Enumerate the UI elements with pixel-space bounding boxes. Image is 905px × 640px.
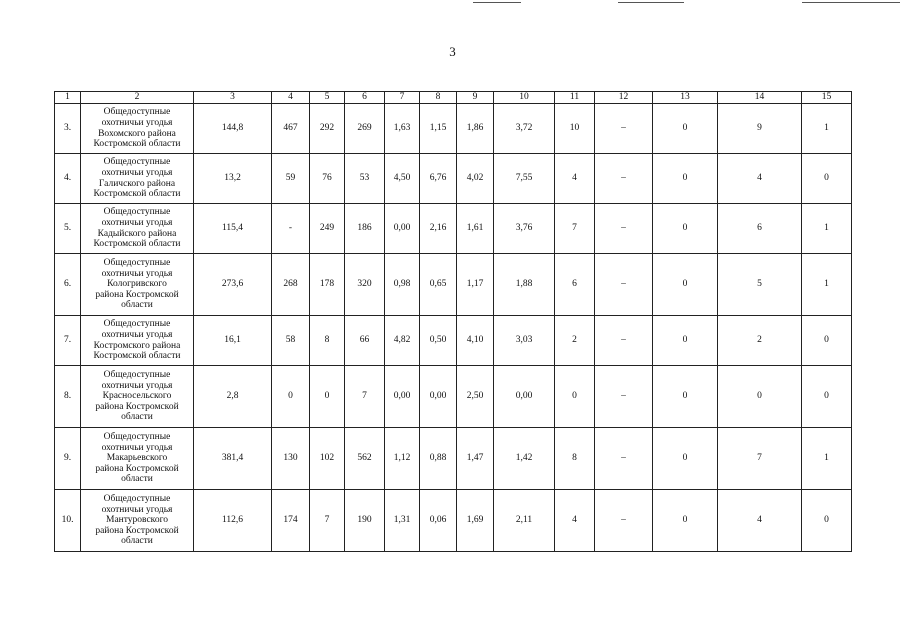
table-cell: 174 — [272, 490, 310, 552]
table-cell: 273,6 — [194, 254, 272, 316]
table-cell: 102 — [310, 428, 345, 490]
table-cell: 292 — [310, 104, 345, 154]
name-line: Костромской области — [93, 239, 181, 250]
table-cell: 9 — [718, 104, 802, 154]
table-cell: 1,63 — [385, 104, 420, 154]
table-cell: 0 — [802, 316, 852, 366]
table-cell: 5 — [718, 254, 802, 316]
name-line: Общедоступные — [103, 370, 171, 381]
hunting-ground-name — [81, 254, 194, 316]
name-line: области — [121, 412, 153, 423]
table-cell: – — [595, 154, 653, 204]
table-cell: 4,82 — [385, 316, 420, 366]
table-row — [55, 490, 852, 552]
name-line: области — [121, 474, 153, 485]
table-cell: 3,03 — [494, 316, 555, 366]
column-header: 14 — [718, 92, 802, 104]
table-cell: 1,42 — [494, 428, 555, 490]
table-cell: 320 — [345, 254, 385, 316]
name-line: охотничьи угодья — [101, 268, 173, 279]
table-cell: 0 — [653, 490, 718, 552]
table-cell: 112,6 — [194, 490, 272, 552]
name-line: охотничьи угодья — [101, 504, 173, 515]
table-cell: 2,8 — [194, 366, 272, 428]
table-cell: 0,00 — [385, 204, 420, 254]
name-line: района Костромской — [95, 463, 179, 474]
table-cell: 6 — [555, 254, 595, 316]
table-cell: 4,02 — [457, 154, 494, 204]
table-cell: 115,4 — [194, 204, 272, 254]
row-number: 3. — [55, 104, 81, 154]
table-cell: – — [595, 254, 653, 316]
table-cell: 0 — [802, 366, 852, 428]
name-line: области — [121, 536, 153, 547]
name-line: Кологривского — [107, 279, 167, 290]
table-cell: 0 — [653, 104, 718, 154]
table-cell: 0 — [718, 366, 802, 428]
row-number: 8. — [55, 366, 81, 428]
column-header: 11 — [555, 92, 595, 104]
hunting-ground-name — [81, 204, 194, 254]
column-header: 2 — [81, 92, 194, 104]
name-line: Кадыйского района — [97, 228, 177, 239]
table-cell: 1,31 — [385, 490, 420, 552]
table-cell: 0 — [555, 366, 595, 428]
table-cell: – — [595, 104, 653, 154]
table-cell: 59 — [272, 154, 310, 204]
table-cell: 0,06 — [420, 490, 457, 552]
name-line: области — [121, 300, 153, 311]
table-cell: 1 — [802, 428, 852, 490]
table-cell: – — [595, 366, 653, 428]
table-cell: 2,11 — [494, 490, 555, 552]
table-cell: 144,8 — [194, 104, 272, 154]
table-cell: 0,88 — [420, 428, 457, 490]
hunting-ground-name — [81, 490, 194, 552]
table-cell: 1,12 — [385, 428, 420, 490]
table-cell: 0 — [653, 366, 718, 428]
column-header: 10 — [494, 92, 555, 104]
row-number: 5. — [55, 204, 81, 254]
column-header: 3 — [194, 92, 272, 104]
table-cell: 562 — [345, 428, 385, 490]
table-cell: 53 — [345, 154, 385, 204]
page-number: 3 — [449, 44, 456, 59]
hunting-ground-name — [81, 316, 194, 366]
table-cell: 8 — [555, 428, 595, 490]
table-cell: 3,76 — [494, 204, 555, 254]
table-row — [55, 366, 852, 428]
table-cell: 0,00 — [385, 366, 420, 428]
column-header: 6 — [345, 92, 385, 104]
table-cell: 1,17 — [457, 254, 494, 316]
hunting-ground-name — [81, 154, 194, 204]
table-cell: 1,69 — [457, 490, 494, 552]
table-cell: 6 — [718, 204, 802, 254]
hunting-ground-name — [81, 428, 194, 490]
table-cell: 0 — [653, 316, 718, 366]
name-line: Общедоступные — [103, 432, 171, 443]
table-cell: 4 — [718, 154, 802, 204]
table-cell: 7 — [310, 490, 345, 552]
name-line: района Костромской — [95, 289, 179, 300]
name-line: Костромской области — [93, 139, 181, 150]
table-cell: 381,4 — [194, 428, 272, 490]
name-line: Макарьевского — [106, 453, 168, 464]
table-cell: 178 — [310, 254, 345, 316]
table-cell: 16,1 — [194, 316, 272, 366]
table-cell: 1 — [802, 104, 852, 154]
table-cell: 268 — [272, 254, 310, 316]
table-cell: 0 — [653, 204, 718, 254]
table-row — [55, 316, 852, 366]
table-cell: 7 — [345, 366, 385, 428]
table-body — [55, 104, 852, 552]
table-cell: - — [272, 204, 310, 254]
table-cell: 0 — [802, 490, 852, 552]
name-line: Общедоступные — [103, 157, 171, 168]
table-cell: 269 — [345, 104, 385, 154]
table-cell: 130 — [272, 428, 310, 490]
table-cell: 0 — [802, 154, 852, 204]
name-line: Мантуровского — [106, 515, 168, 526]
name-line: охотничьи угодья — [101, 117, 173, 128]
name-line: Общедоступные — [103, 207, 171, 218]
table-cell: 7 — [718, 428, 802, 490]
table-cell: 1,47 — [457, 428, 494, 490]
column-header: 9 — [457, 92, 494, 104]
table-cell: 0,00 — [494, 366, 555, 428]
name-line: охотничьи угодья — [101, 329, 173, 340]
header-row — [55, 92, 852, 104]
column-header: 8 — [420, 92, 457, 104]
table-cell: 3,72 — [494, 104, 555, 154]
table-cell: 58 — [272, 316, 310, 366]
table-cell: 0,50 — [420, 316, 457, 366]
column-header: 7 — [385, 92, 420, 104]
table-cell: 0 — [272, 366, 310, 428]
name-line: Общедоступные — [103, 258, 171, 269]
table-cell: – — [595, 316, 653, 366]
table-row — [55, 204, 852, 254]
name-line: Костромской области — [93, 351, 181, 362]
name-line: Костромской области — [93, 189, 181, 200]
table-row — [55, 254, 852, 316]
name-line: Красносельского — [102, 391, 172, 402]
name-line: Общедоступные — [103, 494, 171, 505]
hunting-ground-name — [81, 104, 194, 154]
column-header: 13 — [653, 92, 718, 104]
table-cell: 4,10 — [457, 316, 494, 366]
table-cell: 1,61 — [457, 204, 494, 254]
table-cell: 0,00 — [420, 366, 457, 428]
table-row — [55, 428, 852, 490]
row-number: 6. — [55, 254, 81, 316]
table-row — [55, 104, 852, 154]
name-line: охотничьи угодья — [101, 380, 173, 391]
table-cell: 190 — [345, 490, 385, 552]
table-row — [55, 154, 852, 204]
name-line: Костромского района — [93, 340, 181, 351]
table-cell: 8 — [310, 316, 345, 366]
table-cell: – — [595, 428, 653, 490]
column-header: 1 — [55, 92, 81, 104]
table-cell: 0,65 — [420, 254, 457, 316]
table-cell: 2 — [718, 316, 802, 366]
name-line: Галичского района — [98, 178, 176, 189]
column-header: 4 — [272, 92, 310, 104]
name-line: района Костромской — [95, 525, 179, 536]
table-cell: 1 — [802, 204, 852, 254]
table-cell: 7 — [555, 204, 595, 254]
table-cell: 1,88 — [494, 254, 555, 316]
table-cell: 1 — [802, 254, 852, 316]
table-cell: 2,50 — [457, 366, 494, 428]
column-header: 5 — [310, 92, 345, 104]
table-cell: 2 — [555, 316, 595, 366]
column-header: 12 — [595, 92, 653, 104]
table-cell: 0 — [653, 254, 718, 316]
name-line: Вохомского района — [98, 128, 176, 139]
table-cell: 1,15 — [420, 104, 457, 154]
row-number: 10. — [55, 490, 81, 552]
table-cell: 6,76 — [420, 154, 457, 204]
table-cell: – — [595, 204, 653, 254]
column-header: 15 — [802, 92, 852, 104]
table-cell: 7,55 — [494, 154, 555, 204]
table-cell: 0 — [653, 428, 718, 490]
scan-top-line-3 — [802, 2, 900, 3]
table-cell: 13,2 — [194, 154, 272, 204]
name-line: охотничьи угодья — [101, 167, 173, 178]
table-cell: 76 — [310, 154, 345, 204]
table-cell: 4,50 — [385, 154, 420, 204]
table-cell: 467 — [272, 104, 310, 154]
data-table — [54, 91, 852, 552]
name-line: района Костромской — [95, 401, 179, 412]
name-line: Общедоступные — [103, 319, 171, 330]
scan-top-line-2 — [618, 2, 684, 3]
table-cell: 4 — [555, 154, 595, 204]
name-line: охотничьи угодья — [101, 442, 173, 453]
row-number: 4. — [55, 154, 81, 204]
hunting-ground-name — [81, 366, 194, 428]
table-cell: 4 — [718, 490, 802, 552]
table-cell: 0 — [653, 154, 718, 204]
table-cell: 66 — [345, 316, 385, 366]
table-cell: 186 — [345, 204, 385, 254]
row-number: 7. — [55, 316, 81, 366]
table-cell: – — [595, 490, 653, 552]
name-line: охотничьи угодья — [101, 217, 173, 228]
name-line: Общедоступные — [103, 107, 171, 118]
table-cell: 0 — [310, 366, 345, 428]
table-cell: 2,16 — [420, 204, 457, 254]
table-cell: 0,98 — [385, 254, 420, 316]
table-cell: 10 — [555, 104, 595, 154]
scan-top-line-1 — [473, 2, 521, 3]
table-cell: 249 — [310, 204, 345, 254]
table-cell: 1,86 — [457, 104, 494, 154]
table-cell: 4 — [555, 490, 595, 552]
row-number: 9. — [55, 428, 81, 490]
